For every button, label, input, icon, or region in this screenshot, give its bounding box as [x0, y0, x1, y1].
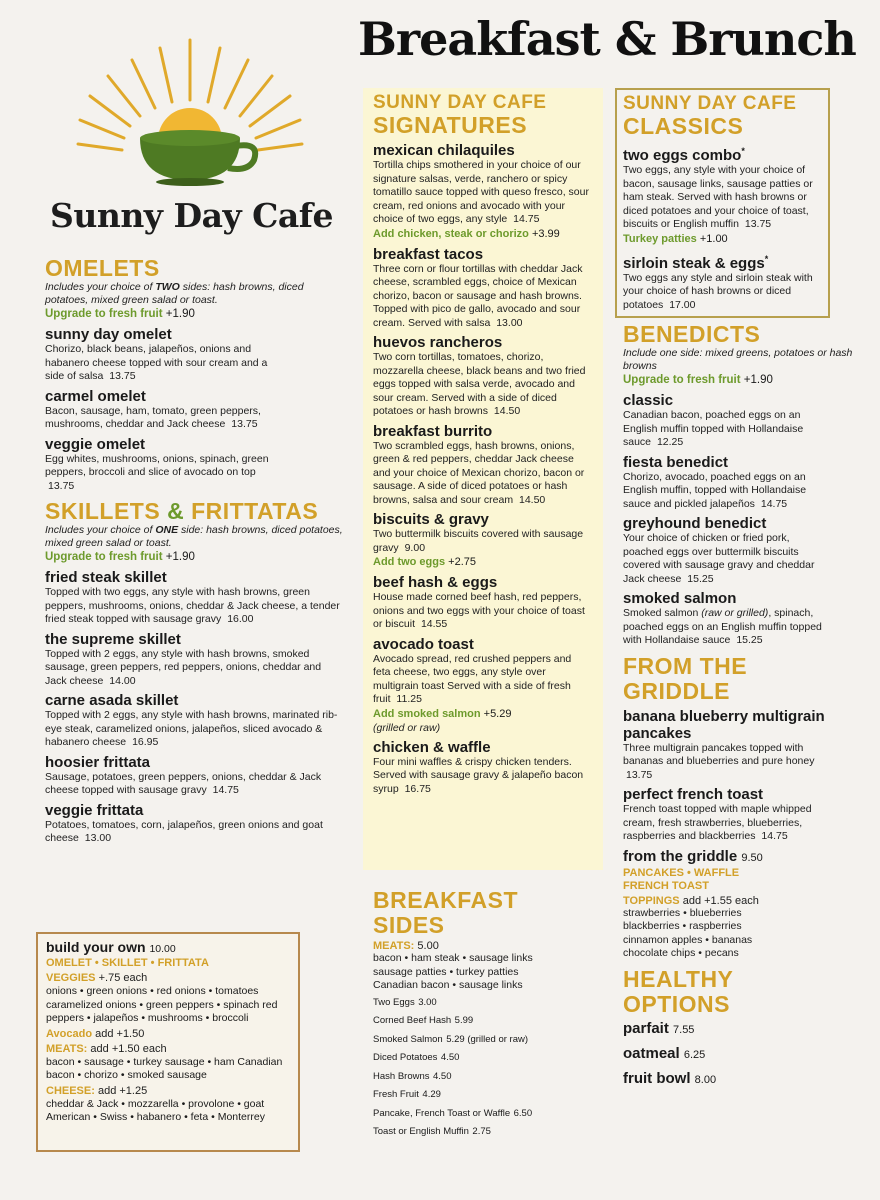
column-middle: [363, 88, 603, 870]
toppings-heading: TOPPINGS add +1.55 each: [623, 894, 759, 907]
griddle-item-desc: Three multigrain pancakes topped with bananas and blueberries and pure honey 13.75: [623, 741, 815, 781]
benedict-item-desc: Canadian bacon, poached eggs on an English muffin topped with Hollandaise sauce 12.25: [623, 409, 804, 448]
signature-item-extra: [373, 707, 593, 722]
classic-item-extra-label: Turkey patties: [623, 232, 697, 245]
benedict-item-price: 12.25: [656, 436, 684, 448]
signature-item-desc: Four mini waffles & crispy chicken tenders. Served with sausage gravy & jalapeño bacon syrup 16.75: [373, 755, 584, 795]
byo-cheese-heading: CHEESE: add +1.25: [46, 1084, 148, 1097]
benedict-item-name: greyhound benedict: [623, 515, 767, 532]
signatures-heading-2: SIGNATURES: [373, 112, 528, 138]
sides-meats: bacon • ham steak • sausage links sausage patties • turkey patties Canadian bacon • sausage links: [373, 952, 533, 991]
sides-list: [373, 993, 593, 1141]
byo-veggies-heading: VEGGIES +.75 each: [46, 972, 148, 984]
signature-item-extra-price: +3.99: [531, 227, 560, 240]
side-item-price: 5.99: [454, 1015, 474, 1026]
classic-item-mark: *: [764, 253, 769, 264]
benedict-item-desc-italic: (raw or grilled): [701, 607, 769, 619]
signatures-heading-1: SUNNY DAY CAFE: [373, 92, 547, 113]
classics-box: [615, 88, 830, 318]
benedict-item-price: 15.25: [687, 572, 714, 585]
column-left: [45, 256, 345, 846]
byo-meats-heading: MEATS: add +1.50 each: [46, 1042, 167, 1055]
signature-item: [373, 574, 593, 632]
healthy-item: [623, 1067, 863, 1092]
skillet-item-desc: Potatoes, tomatoes, corn, jalapeños, green onions and goat cheese 13.00: [45, 818, 323, 844]
signature-item-name: breakfast tacos: [373, 245, 484, 263]
skillet-item-price: 16.00: [227, 613, 254, 625]
side-item: [373, 1067, 593, 1086]
side-item: [373, 1104, 593, 1123]
signature-item-extra: [373, 555, 593, 570]
classic-item: [623, 143, 822, 247]
classic-item-extra: [623, 232, 822, 247]
side-item: [373, 1122, 593, 1141]
sides-meats-heading: MEATS: 5.00: [373, 940, 439, 952]
skillet-item-name: carne asada skillet: [45, 692, 179, 709]
griddle-item: [623, 708, 863, 783]
sides-heading-2: SIDES: [373, 912, 445, 938]
benedict-item-name: classic: [623, 392, 674, 409]
griddle-list: [623, 708, 863, 844]
benedict-item: [623, 590, 863, 648]
side-item-price: 2.75: [472, 1126, 491, 1137]
benedict-list: [623, 392, 863, 648]
side-item-name: Hash Browns: [373, 1070, 430, 1082]
omelets-note: Includes your choice of TWO sides: hash browns, diced potatoes, mixed green salad or toast.: [45, 281, 304, 306]
byo-title: build your own 10.00: [46, 939, 176, 955]
benedicts-note: Include one side: mixed greens, potatoes or hash browns: [623, 347, 853, 372]
signature-item-extra-label: Add two eggs: [373, 556, 446, 568]
healthy-item-name: parfait: [623, 1019, 669, 1037]
omelet-list: [45, 326, 345, 493]
signature-item-extra: [373, 227, 593, 242]
omelet-item: [45, 326, 345, 384]
signature-item: [373, 636, 593, 735]
skillet-item: [45, 802, 345, 846]
signature-item-name: mexican chilaquiles: [373, 142, 515, 159]
side-item-price: 4.29: [422, 1089, 441, 1100]
side-item: [373, 993, 593, 1012]
classic-item: [623, 251, 822, 313]
signature-item-desc: Two buttermilk biscuits covered with sausage gravy 9.00: [373, 528, 584, 554]
benedict-item-price: 14.75: [760, 497, 788, 510]
signature-item-desc: House made corned beef hash, red peppers, onions and two eggs with your choice of toast or biscuit 14.55: [373, 591, 585, 630]
skillet-item: [45, 692, 345, 750]
benedict-item-desc: Your choice of chicken or fried pork, poached eggs over buttermilk biscuits covered with sausage gravy and cheddar Jack cheese 15.25: [623, 532, 815, 585]
healthy-item-price: 8.00: [694, 1073, 717, 1086]
side-item-price: 3.00: [418, 996, 437, 1008]
signature-item-extra-note: (grilled or raw): [373, 721, 441, 734]
omelet-item-desc: Egg whites, mushrooms, onions, spinach, green peppers, broccoli and slice of avocado on top 13.75: [45, 452, 269, 492]
skillet-item-name: veggie frittata: [45, 801, 144, 819]
omelets-upgrade: Upgrade to fresh fruit +1.90: [45, 308, 195, 320]
side-item-name: Toast or English Muffin: [373, 1126, 469, 1137]
benedict-item-name: fiesta benedict: [623, 453, 729, 471]
benedict-item: [623, 454, 863, 512]
signature-item-extra-label: Add chicken, steak or chorizo: [373, 227, 529, 240]
signature-item: [373, 142, 593, 242]
omelets-heading: OMELETS: [45, 255, 160, 281]
griddle-item-price: 14.75: [761, 830, 788, 842]
signature-item-desc: Avocado spread, red crushed peppers and feta cheese, two eggs, any style over multigrain toast Served with a side of fresh fruit 11.25: [373, 652, 572, 705]
sides-heading-1: BREAKFAST: [373, 887, 519, 913]
benedict-item-name: smoked salmon: [623, 590, 737, 607]
signature-item: [373, 246, 593, 331]
page-title: Breakfast & Brunch: [358, 12, 856, 66]
classic-item-desc: Two eggs, any style with your choice of bacon, sausage links, sausage patties or ham steak. Served with hash browns or diced potatoes and your choice of toast, biscuits or English muffin 13.75: [623, 164, 813, 230]
skillet-item-desc: Topped with two eggs, any style with hash browns, green peppers, mushrooms, onions, cheddar & Jack cheese, a tender fried steak topped with sausage gravy 16.00: [45, 586, 340, 625]
omelet-item-name: carmel omelet: [45, 387, 146, 405]
signature-item-price: 14.55: [420, 618, 448, 630]
skillets-upgrade: Upgrade to fresh fruit +1.90: [45, 551, 195, 563]
skillet-item-price: 14.00: [109, 674, 136, 687]
skillet-item-name: hoosier frittata: [45, 753, 151, 771]
skillet-item-name: the supreme skillet: [45, 630, 181, 648]
signature-item-desc: Two scrambled eggs, hash browns, onions, green & red peppers, cheddar Jack cheese and your choice of Mexican chorizo, bacon or sausage. A side of diced potatoes or hash browns, salsa and sour cream 14.50: [373, 439, 585, 506]
from-griddle-title: from the griddle 9.50: [623, 847, 763, 865]
column-middle-sides: [373, 888, 593, 1141]
benedict-item: [623, 515, 863, 586]
build-your-own-box: [36, 932, 300, 1152]
classic-item-price: 13.75: [744, 218, 772, 230]
classic-list: [623, 143, 822, 312]
omelet-item-name: sunny day omelet: [45, 326, 172, 343]
classic-item-desc: Two eggs any style and sirloin steak with your choice of hash browns or diced potatoes 17.00: [623, 271, 813, 311]
skillet-item: [45, 569, 345, 627]
skillet-item: [45, 631, 345, 689]
skillet-item-desc: Sausage, potatoes, green peppers, onions, cheddar & Jack cheese topped with sausage gravy 14.75: [45, 770, 322, 796]
griddle-item-desc: French toast topped with maple whipped cream, fresh strawberries, blueberries, raspberries and blackberries 14.75: [623, 803, 812, 842]
side-item-price: 4.50: [440, 1052, 460, 1063]
byo-meats: bacon • sausage • turkey sausage • ham Canadian bacon • chorizo • smoked sausage: [46, 1055, 283, 1081]
side-item-name: Two Eggs: [373, 996, 415, 1008]
skillet-item-price: 14.75: [212, 784, 239, 796]
classic-item-extra-price: +1.00: [699, 232, 728, 245]
signature-item-desc: Tortilla chips smothered in your choice of our signature salsas, verde, ranchero or spicy tomatillo sauce topped with queso fresco, sour cream, red onions and avocado with your choice of two eggs, any style 14.75: [373, 159, 589, 225]
skillet-item-price: 13.00: [84, 832, 112, 844]
side-item-name: Diced Potatoes: [373, 1052, 438, 1063]
side-item-price: 6.50: [513, 1107, 533, 1119]
benedict-item-price: 15.25: [736, 634, 763, 646]
skillet-list: [45, 569, 345, 846]
signature-item-name: beef hash & eggs: [373, 574, 498, 591]
byo-cheese: cheddar & Jack • mozzarella • provolone • goat American • Swiss • habanero • feta • Monterrey: [46, 1097, 265, 1123]
signature-item-name: huevos rancheros: [373, 334, 503, 351]
byo-avocado: Avocado add +1.50: [46, 1027, 145, 1040]
signature-item-price: 13.00: [496, 316, 523, 329]
byo-subtitle: OMELET • SKILLET • FRITTATA: [46, 957, 209, 969]
signature-item-desc: Two corn tortillas, tomatoes, chorizo, mozzarella cheese, black beans and two fried eggs topped with salsa verde, avocado and sour cream. Served with a side of diced potatoes or hash browns 14.50: [373, 351, 586, 417]
signature-item-extra-price: +5.29: [483, 707, 512, 720]
side-item: [373, 1085, 593, 1104]
signature-list: [373, 142, 593, 796]
omelet-item: [45, 436, 345, 494]
healthy-item-price: 7.55: [673, 1023, 695, 1036]
toppings-list: strawberries • blueberries blackberries • raspberries cinnamon apples • bananas chocolate chips • pecans: [623, 906, 753, 959]
from-griddle-sub-1: PANCAKES • WAFFLE: [623, 866, 740, 879]
skillet-item-price: 16.95: [132, 736, 159, 748]
omelet-item-name: veggie omelet: [45, 435, 146, 453]
healthy-heading-1: HEALTHY: [623, 965, 734, 992]
signature-item-desc: Three corn or flour tortillas with cheddar Jack cheese, scrambled eggs, choice of Mexican chorizo, bacon or sausage and hash browns. Topped with pico de gallo, avocado and sour cream. Served with salsa 13.00: [373, 262, 583, 329]
healthy-item-name: oatmeal: [623, 1044, 680, 1062]
signature-item-name: chicken & waffle: [373, 738, 491, 756]
skillets-heading: SKILLETS & FRITTATAS: [45, 498, 319, 524]
benedict-item-desc: Chorizo, avocado, poached eggs on an English muffin, topped with Hollandaise sauce and pickled jalapeños 14.75: [623, 470, 807, 510]
benedict-item-desc: Smoked salmon (raw or grilled), spinach, poached eggs on an English muffin topped with Hollandaise sauce 15.25: [623, 607, 822, 646]
classics-heading-1: SUNNY DAY CAFE: [623, 93, 797, 114]
benedicts-upgrade: Upgrade to fresh fruit +1.90: [623, 374, 773, 386]
benedict-item: [623, 392, 863, 450]
signature-item: [373, 511, 593, 570]
benedicts-heading: BENEDICTS: [623, 321, 761, 347]
side-item: [373, 1030, 593, 1049]
classic-item-price: 17.00: [669, 298, 696, 311]
omelet-item-desc: Bacon, sausage, ham, tomato, green peppers, mushrooms, cheddar and Jack cheese 13.75: [45, 404, 261, 430]
byo-veggies: onions • green onions • red onions • tomatoes caramelized onions • green peppers • spinach red peppers • jalapeños • mushrooms • broccoli: [46, 985, 278, 1024]
side-item-price: 4.50: [432, 1070, 452, 1082]
healthy-item-name: fruit bowl: [623, 1069, 691, 1087]
signature-item-name: avocado toast: [373, 635, 474, 653]
signature-item-name: breakfast burrito: [373, 422, 493, 440]
omelet-item-price: 13.75: [109, 370, 136, 382]
signature-item: [373, 334, 593, 419]
signature-item: [373, 739, 593, 797]
classic-item-name: two eggs combo*: [623, 146, 745, 164]
skillet-item: [45, 754, 345, 798]
omelet-item-price: 13.75: [48, 479, 75, 492]
signature-item-name: biscuits & gravy: [373, 511, 489, 528]
skillet-item-name: fried steak skillet: [45, 569, 167, 586]
omelet-item-price: 13.75: [231, 418, 258, 430]
signature-item-extra-price: +2.75: [448, 556, 477, 568]
healthy-heading-2: OPTIONS: [623, 990, 731, 1017]
omelet-item: [45, 388, 345, 432]
griddle-item: [623, 786, 863, 844]
brand-name: Sunny Day Cafe: [50, 196, 333, 235]
side-item-name: Pancake, French Toast or Waffle: [373, 1107, 511, 1119]
griddle-item-name: banana blueberry multigrain pancakes: [623, 707, 825, 742]
skillet-item-desc: Topped with 2 eggs, any style with hash browns, marinated rib-eye steak, caramelized onions, jalapeños, sliced avocado & habanero cheese 16.95: [45, 709, 338, 748]
skillets-note: Includes your choice of ONE side: hash browns, diced potatoes, mixed green salad or toast.: [45, 524, 343, 549]
signature-item-price: 9.00: [404, 541, 426, 554]
classic-item-name: sirloin steak & eggs*: [623, 253, 769, 272]
healthy-item-price: 6.25: [683, 1048, 706, 1061]
healthy-item: [623, 1042, 863, 1067]
griddle-heading-1: FROM THE: [623, 652, 748, 679]
signature-item-price: 11.25: [396, 693, 422, 705]
side-item-name: Fresh Fruit: [373, 1089, 419, 1100]
side-item-name: Smoked Salmon: [373, 1033, 443, 1045]
griddle-heading-2: GRIDDLE: [623, 677, 730, 704]
classic-item-mark: *: [741, 146, 745, 156]
signature-item-price: 14.50: [493, 405, 521, 417]
side-item: [373, 1048, 593, 1067]
side-item: [373, 1011, 593, 1030]
signature-item-price: 16.75: [404, 782, 431, 795]
side-item-price: 5.29 (grilled or raw): [446, 1033, 529, 1045]
signature-item: [373, 423, 593, 508]
signature-item-price: 14.50: [518, 493, 546, 506]
classics-heading-2: CLASSICS: [623, 113, 744, 139]
griddle-item-name: perfect french toast: [623, 786, 764, 803]
column-right: [623, 88, 863, 1092]
from-griddle-sub-2: FRENCH TOAST: [623, 879, 709, 892]
signature-item-price: 14.75: [513, 213, 540, 225]
healthy-item: [623, 1017, 863, 1042]
side-item-name: Corned Beef Hash: [373, 1015, 452, 1026]
omelet-item-desc: Chorizo, black beans, jalapeños, onions and habanero cheese topped with sour cream and a side of salsa 13.75: [45, 343, 268, 382]
skillet-item-desc: Topped with 2 eggs, any style with hash browns, smoked sausage, green peppers, red peppers, onions, cheddar and Jack cheese 14.00: [45, 647, 322, 687]
healthy-list: [623, 1017, 863, 1092]
signature-item-extra-label: Add smoked salmon: [373, 707, 481, 720]
griddle-item-price: 13.75: [626, 768, 653, 781]
